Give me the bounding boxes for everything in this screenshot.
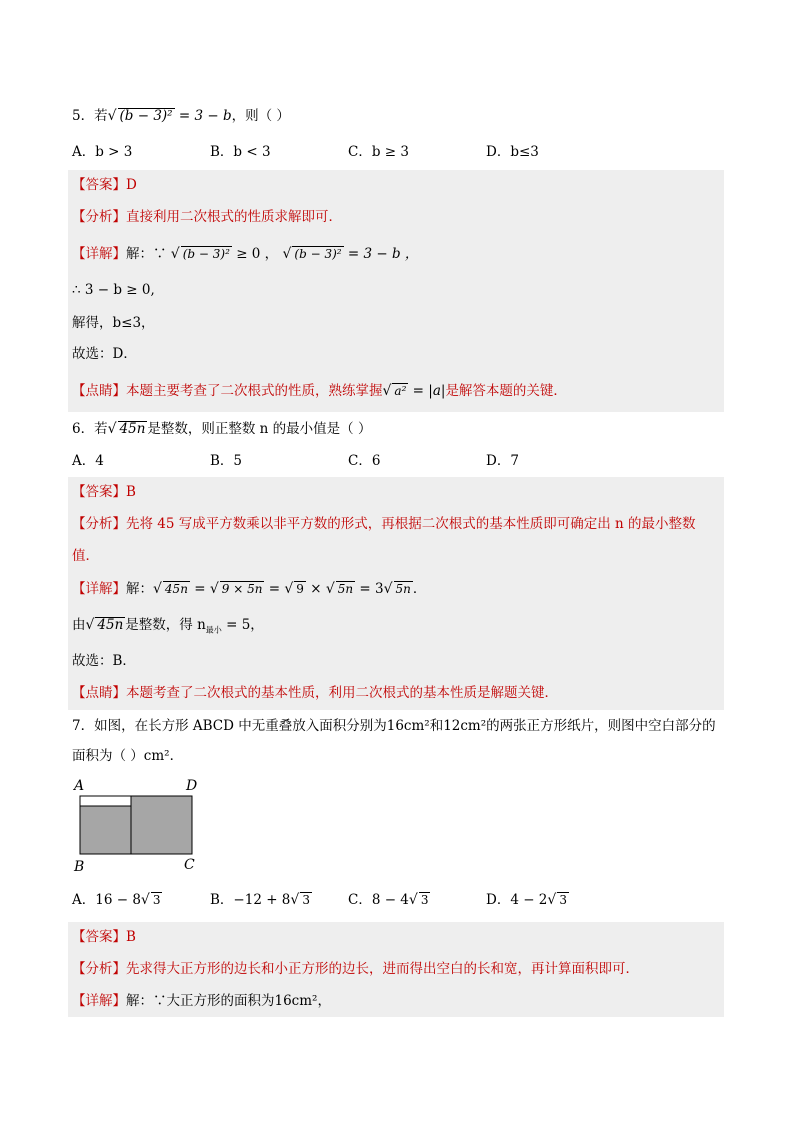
q5-answer	[72, 175, 137, 195]
q5-point: 【点睛】本题主要考查了二次根式的性质，熟练掌握√ a² = |a|是解答本题的关键．	[72, 383, 567, 399]
q6-option-b[interactable]: B．5	[210, 453, 243, 469]
q5-analysis-tag: 【分析】	[72, 209, 126, 225]
q6-option-a[interactable]: A．4	[72, 453, 104, 469]
q6-stem: 6．若√ 45n 是整数，则正整数 n 的最小值是（ ）	[72, 421, 372, 437]
q5-option-c[interactable]: C．b ≥ 3	[348, 144, 409, 160]
q7-analysis-tag: 【分析】	[72, 961, 126, 977]
q7-option-radicand: 3	[152, 893, 161, 907]
q6-point-text: 本题考查了二次根式的基本性质，利用二次根式的基本性质是解题关键．	[126, 685, 558, 701]
q5-stem: 5．若√ (b − 3)² = 3 − b，则（ ）	[72, 108, 290, 124]
q6-answer-value: B	[126, 484, 136, 500]
q6-options	[72, 451, 624, 471]
q6-answer-tag: 【答案】	[72, 484, 126, 500]
vertex-label-c: C	[184, 857, 195, 873]
q5-answer-value: D	[126, 177, 137, 193]
q5-analysis-text: 直接利用二次根式的性质求解即可．	[126, 209, 342, 225]
q5-detail-text: 解：∵	[126, 246, 171, 262]
vertex-label-b: B	[74, 859, 85, 875]
q7-option-text: A．16 − 8	[72, 892, 141, 908]
q7-option-a[interactable]: A．16 − 8√ 3	[72, 892, 161, 908]
q7-options	[72, 890, 624, 910]
q7-answer-value: B	[126, 929, 136, 945]
q6-detail-line2: 由√ 45n 是整数，得 $n_{最小} = 5$，	[72, 617, 264, 635]
q6-analysis-tag: 【分析】	[72, 516, 126, 532]
q6-stem-suffix: 是整数，则正整数 n 的最小值是（ ）	[147, 421, 372, 437]
vertex-label-d: D	[186, 778, 198, 794]
q5-analysis	[72, 207, 342, 227]
q5-point-radicand: a²	[394, 384, 407, 398]
q6-detail-radicand: 5n	[395, 582, 411, 596]
q5-detail-radicand-1: (b − 3)²	[182, 247, 230, 261]
q7-option-text: D．4 − 2	[486, 892, 548, 908]
q6-analysis	[72, 514, 696, 534]
q5-detail-text: = 3 − b ，	[343, 246, 419, 262]
large-square	[131, 796, 192, 854]
q7-analysis-text: 先求得大正方形的边长和小正方形的边长，进而得出空白的长和宽，再计算面积即可．	[126, 961, 639, 977]
q6-detail-line1: 【详解】解：√ 45n = √ 9 × 5n = √ 9 × √ 5n = 3√ 5n ．	[72, 581, 427, 597]
q5-stem-suffix: ，则（ ）	[231, 108, 290, 124]
q6-detail-text: = 3	[355, 581, 384, 597]
q6-stem-radicand: 45n	[119, 421, 146, 437]
q7-option-text: C．8 − 4	[348, 892, 409, 908]
q6-detail-radicand: 5n	[337, 582, 354, 596]
q7-stem-line2: 面积为（ ）cm²．	[72, 748, 184, 764]
q7-option-radicand: 3	[420, 893, 429, 907]
q6-detail-text: 解：	[126, 581, 153, 597]
q7-option-b[interactable]: B．−12 + 8√ 3	[210, 892, 310, 908]
q6-point	[72, 683, 558, 703]
q6-analysis-text: 先将 45 写成平方数乘以非平方数的形式，再根据二次根式的基本性质即可确定出 n 的最小整数	[126, 516, 696, 532]
q6-analysis-line2: 值．	[72, 548, 99, 564]
q5-detail-line4: 故选：D．	[72, 346, 137, 362]
q6-detail-radicand: 9	[296, 582, 304, 596]
q5-detail-tag: 【详解】	[72, 246, 126, 262]
q5-point-text: 本题主要考查了二次根式的性质，熟练掌握	[126, 383, 383, 399]
q5-option-d[interactable]: D．b≤3	[486, 144, 539, 160]
q5-stem-prefix: 5．若	[72, 108, 108, 124]
q6-detail-text: =	[264, 581, 285, 597]
q7-option-c[interactable]: C．8 − 4√ 3	[348, 892, 429, 908]
q5-options	[72, 142, 624, 162]
q7-answer	[72, 927, 136, 947]
q7-analysis	[72, 959, 639, 979]
q5-detail-line3: 解得，b≤3，	[72, 315, 155, 331]
q7-option-text: B．−12 + 8	[210, 892, 291, 908]
q7-answer-tag: 【答案】	[72, 929, 126, 945]
q5-stem-rest: = 3 − b	[174, 108, 232, 124]
q5-detail-line1: 【详解】解：∵ √ (b − 3)² ≥ 0 ， √ (b − 3)² = 3 − b ，	[72, 246, 419, 262]
rectangle-abcd-figure	[72, 776, 212, 876]
q7-detail-tag: 【详解】	[72, 993, 126, 1009]
q5-point-tag: 【点睛】	[72, 383, 126, 399]
q6-stem-prefix: 6．若	[72, 421, 108, 437]
q6-detail-tag: 【详解】	[72, 581, 126, 597]
q7-option-d[interactable]: D．4 − 2√ 3	[486, 892, 567, 908]
q5-detail-text: ≥ 0 ，	[231, 246, 283, 262]
q7-detail	[72, 991, 331, 1011]
q6-detail-radicand: 45n	[97, 617, 124, 633]
q7-option-radicand: 3	[559, 893, 567, 907]
q5-point-text: = |a|	[408, 383, 446, 399]
q6-answer	[72, 482, 136, 502]
q6-option-c[interactable]: C．6	[348, 453, 381, 469]
q6-detail-text: 是整数，得 n	[125, 617, 206, 633]
q5-detail-radicand-2: (b − 3)²	[294, 247, 342, 261]
q6-detail-text: = 5，	[221, 617, 264, 633]
q7-option-radicand: 3	[302, 893, 310, 907]
q5-option-b[interactable]: B．b < 3	[210, 144, 271, 160]
q6-detail-line3: 故选：B．	[72, 653, 136, 669]
q7-detail-text: 解：∵大正方形的面积为16cm²，	[126, 993, 331, 1009]
q5-point-text: 是解答本题的关键．	[445, 383, 567, 399]
small-square	[80, 806, 131, 854]
q6-detail-radicand: 9 × 5n	[221, 582, 263, 596]
q6-point-tag: 【点睛】	[72, 685, 126, 701]
q7-stem-line1: 7．如图，在长方形 ABCD 中无重叠放入面积分别为16cm²和12cm²的两张正方形纸片，则图中空白部分的	[72, 718, 716, 734]
q5-answer-tag: 【答案】	[72, 177, 126, 193]
q6-detail-text: ×	[305, 581, 326, 597]
q6-detail-text: 由	[72, 617, 86, 633]
q6-detail-radicand: 45n	[164, 582, 188, 596]
q6-option-d[interactable]: D．7	[486, 453, 519, 469]
vertex-label-a: A	[74, 778, 85, 794]
q6-detail-subscript: 最小	[205, 625, 222, 635]
q6-detail-text: =	[189, 581, 210, 597]
q5-detail-line2: ∴ 3 − b ≥ 0,	[72, 282, 155, 298]
q5-stem-radicand: (b − 3)²	[119, 108, 173, 124]
q5-option-a[interactable]: A．b > 3	[72, 144, 133, 160]
q6-detail-text: ．	[412, 581, 427, 597]
